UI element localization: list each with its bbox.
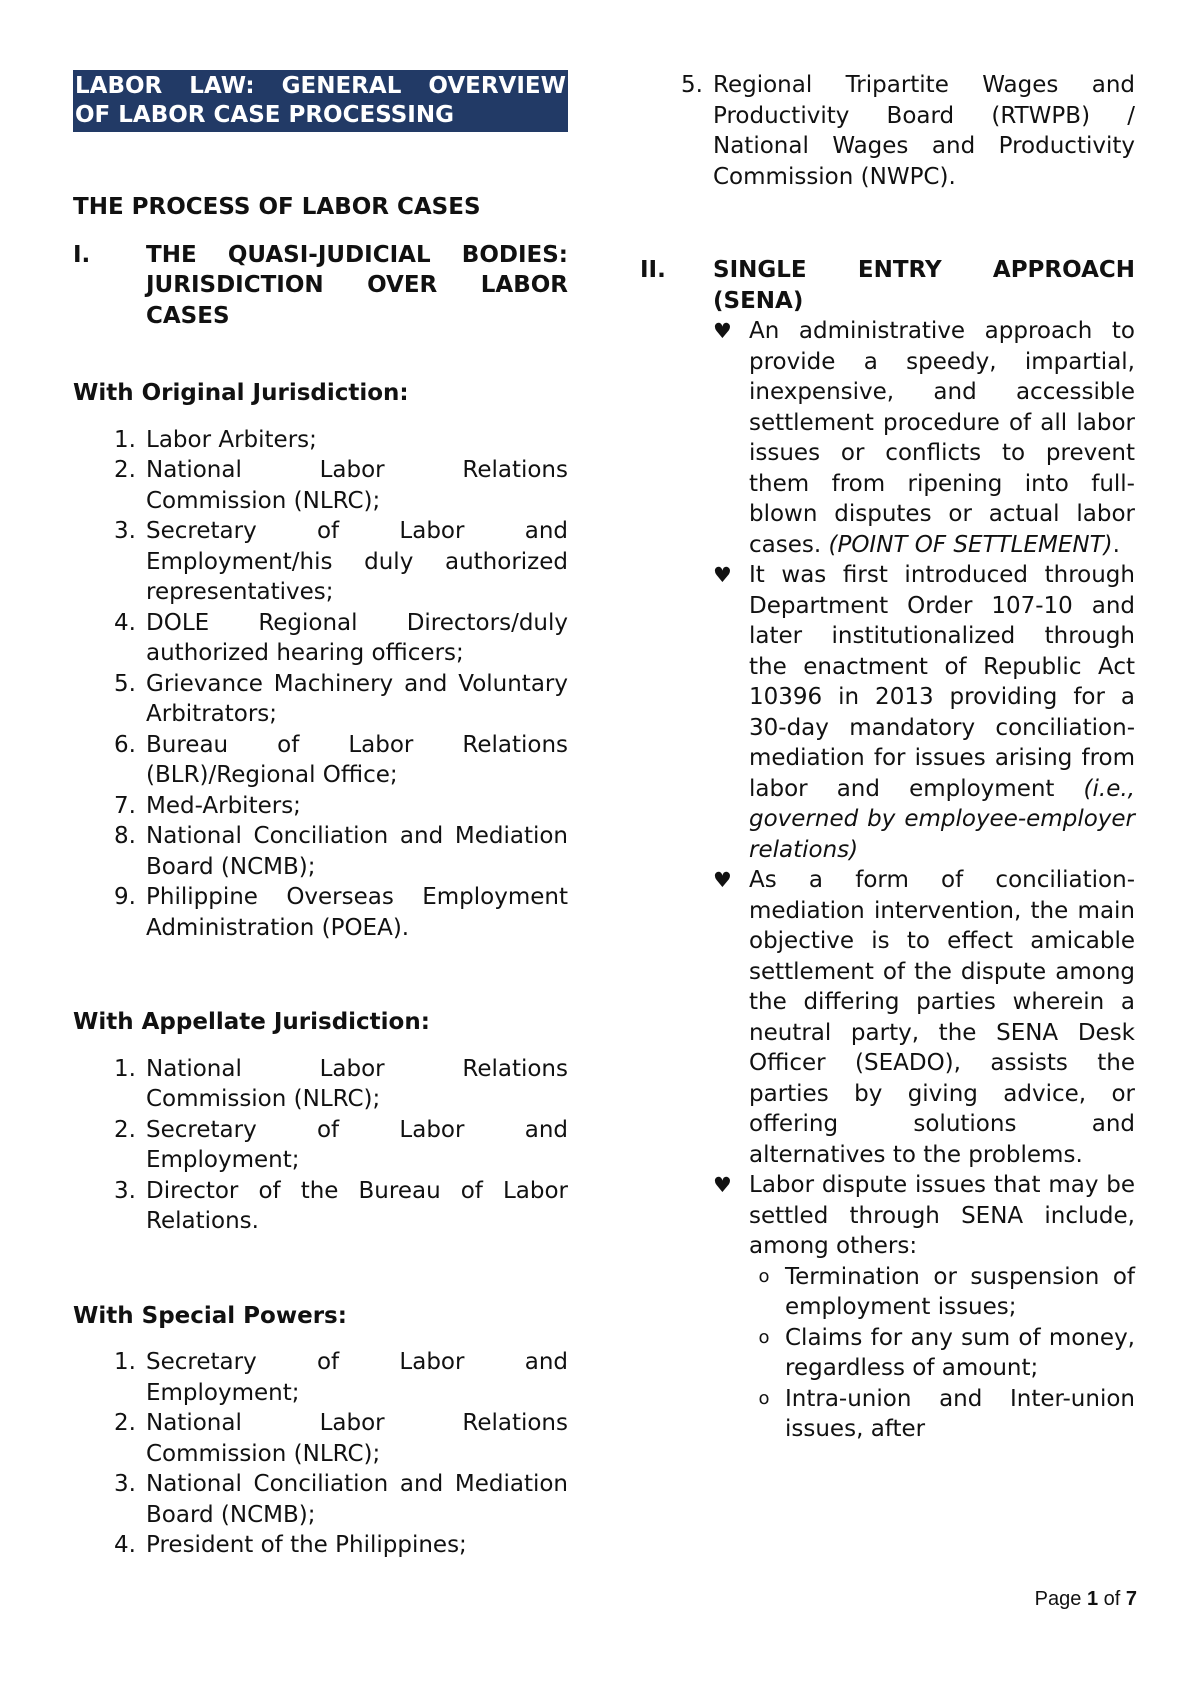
banner-line-1: LABOR LAW: GENERAL OVERVIEW (75, 73, 566, 99)
list-item: 4. DOLE Regional Directors/duly authorized hearing officers; (114, 609, 568, 666)
page-title: THE PROCESS OF LABOR CASES (73, 194, 481, 220)
list-item: 6. Bureau of Labor Relations (BLR)/Regional Office; (114, 731, 568, 788)
list-item: 4. President of the Philippines; (114, 1532, 467, 1558)
original-jurisdiction-heading: With Original Jurisdiction: (73, 380, 409, 406)
list-item: 3. Secretary of Labor and Employment/his duly authorized representatives; (114, 518, 568, 605)
list-item: 5. Grievance Machinery and Voluntary Arbitrators; (114, 670, 568, 727)
right-column (640, 70, 1135, 1445)
appellate-jurisdiction-heading: With Appellate Jurisdiction: (73, 1009, 430, 1035)
circle-bullet-icon: o (758, 1265, 770, 1287)
list-item: 1. Secretary of Labor and Employment; (114, 1349, 568, 1406)
heart-bullet-icon: ♥ (713, 319, 732, 343)
heart-bullet-icon: ♥ (713, 563, 732, 587)
appellate-jurisdiction-list (73, 1054, 568, 1237)
section-2-number: II. (640, 257, 666, 283)
list-item: ♥ An administrative approach to provide a speedy, impartial, inexpensive, and accessible settlement procedure of all labor issues or conflicts to prevent them from ripening into full-blown disputes or actual labor cases. (POINT OF SETTLEMENT). (713, 316, 1135, 560)
section-1-title: THE QUASI-JUDICIAL BODIES: JURISDICTION OVER LABOR CASES (146, 241, 568, 329)
section-1-heading (73, 240, 568, 332)
list-item: 2. National Labor Relations Commission (NLRC); (114, 1410, 568, 1467)
section-1-number: I. (73, 241, 91, 268)
list-item: 2. National Labor Relations Commission (NLRC); (114, 457, 568, 514)
list-item: 7. Med-Arbiters; (114, 792, 301, 819)
list-item: 8. National Conciliation and Mediation Board (NCMB); (114, 823, 568, 880)
item-number: 5. (681, 72, 703, 98)
current-page: 1 (1086, 1588, 1099, 1610)
sub-list-item: o Termination or suspension of employment issues; (749, 1262, 1135, 1323)
page-number-footer (1035, 1584, 1137, 1615)
banner-line-2: OF LABOR CASE PROCESSING (75, 102, 454, 128)
section-2-title: SINGLE ENTRY APPROACH (SENA) (713, 257, 1135, 314)
total-pages: 7 (1125, 1588, 1137, 1610)
sub-list-item: o Claims for any sum of money, regardless of amount; (749, 1323, 1135, 1384)
list-item: 3. Director of the Bureau of Labor Relations. (114, 1177, 568, 1234)
sub-list-item: o Intra-union and Inter-union issues, after (749, 1384, 1135, 1445)
special-powers-list (73, 1347, 568, 1561)
original-jurisdiction-list (73, 425, 568, 944)
list-item: ♥ It was first introduced through Department Order 107-10 and later institutionalized through the enactment of Republic Act 10396 in 2013 providing for a 30-day mandatory conciliation-mediation for issues arising from labor and employment (i.e., governed by employee-employer relations) (713, 560, 1135, 865)
special-powers-item-5 (640, 70, 1135, 192)
list-item: 1. National Labor Relations Commission (NLRC); (114, 1055, 568, 1112)
item-text: Regional Tripartite Wages and Productivity Board (RTWPB) / National Wages and Productivity Commission (NWPC). (713, 72, 1135, 190)
circle-bullet-icon: o (758, 1387, 770, 1409)
list-item: 2. Secretary of Labor and Employment; (114, 1116, 568, 1173)
special-powers-heading: With Special Powers: (73, 1302, 347, 1329)
list-item: ♥ As a form of conciliation-mediation intervention, the main objective is to effect amicable settlement of the dispute among the differing parties wherein a neutral party, the SENA Desk Officer (SEADO), assists the parties by giving advice, or offering solutions and alternatives to the problems. (713, 865, 1135, 1170)
page-label: Page (1034, 1588, 1082, 1610)
heart-bullet-icon: ♥ (713, 1173, 732, 1197)
heart-bullet-icon: ♥ (713, 868, 732, 892)
section-2-heading (640, 255, 1135, 316)
document-title-banner (73, 70, 568, 132)
list-item: ♥ Labor dispute issues that may be settled through SENA include, among others: (713, 1170, 1135, 1262)
list-item: 9. Philippine Overseas Employment Administration (POEA). (114, 884, 568, 941)
of-label: of (1103, 1588, 1121, 1610)
circle-bullet-icon: o (758, 1326, 770, 1348)
list-item: 3. National Conciliation and Mediation Board (NCMB); (114, 1471, 568, 1528)
sena-bullet-list (713, 316, 1135, 1445)
list-item: 1. Labor Arbiters; (114, 426, 317, 453)
left-column (73, 70, 568, 1561)
